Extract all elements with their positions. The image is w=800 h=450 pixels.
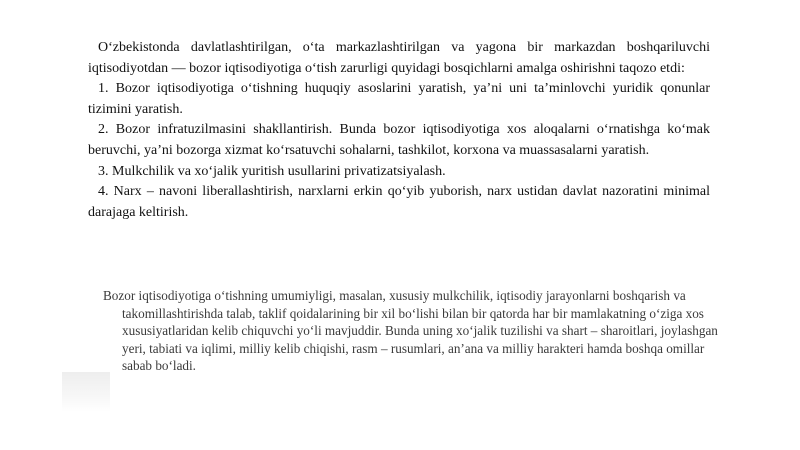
quote-block [103, 287, 723, 375]
quote-paragraph: Bozor iqtisodiyotiga o‘tishning umumiyligi, masalan, xususiy mulkchilik, iqtisodiy jarayonlarni boshqarish va takomillashtirishda talab, taklif qoidalarining bir xil bo‘lishi bilan bir qatorda har bir mamlakatning o‘ziga xos xususiyatlaridan kelib chiquvchi yo‘li mavjuddir. Bunda uning xo‘jalik tuzilishi va shart – sharoitlari, joylashgan yeri, tabiati va iqlimi, milliy kelib chiqishi, rasm – rusumlari, an’ana va milliy harakteri hamda boshqa omillar sabab bo‘ladi. [103, 288, 718, 374]
intro-paragraph: O‘zbekistonda davlatlashtirilgan, o‘ta markazlashtirilgan va yagona bir markazdan boshqariluvchi iqtisodiyotdan — bozor iqtisodiyotiga o‘tish zarurligi quyidagi bosqichlarni amalga oshirishni taqozo etdi: [88, 40, 710, 76]
step-4-paragraph: 4. Narx – navoni liberallashtirish, narxlarni erkin qo‘yib yuborish, narx ustidan davlat nazoratini minimal darajaga keltirish. [88, 184, 710, 220]
main-text-block [88, 38, 710, 223]
step-2-paragraph: 2. Bozor infratuzilmasini shakllantirish. Bunda bozor iqtisodiyotiga xos aloqalarni o‘rnatishga ko‘mak beruvchi, ya’ni bozorga xizmat ko‘rsatuvchi sohalarni, tashkilot, korxona va muassasalarni yaratish. [88, 122, 710, 158]
step-1-paragraph: 1. Bozor iqtisodiyotiga o‘tishning huquqiy asoslarini yaratish, ya’ni uni ta’minlovchi yuridik qonunlar tizimini yaratish. [88, 81, 710, 117]
step-3-paragraph: 3. Mulkchilik va xo‘jalik yuritish usullarini privatizatsiyalash. [98, 163, 446, 179]
shadow-decoration [62, 372, 110, 412]
